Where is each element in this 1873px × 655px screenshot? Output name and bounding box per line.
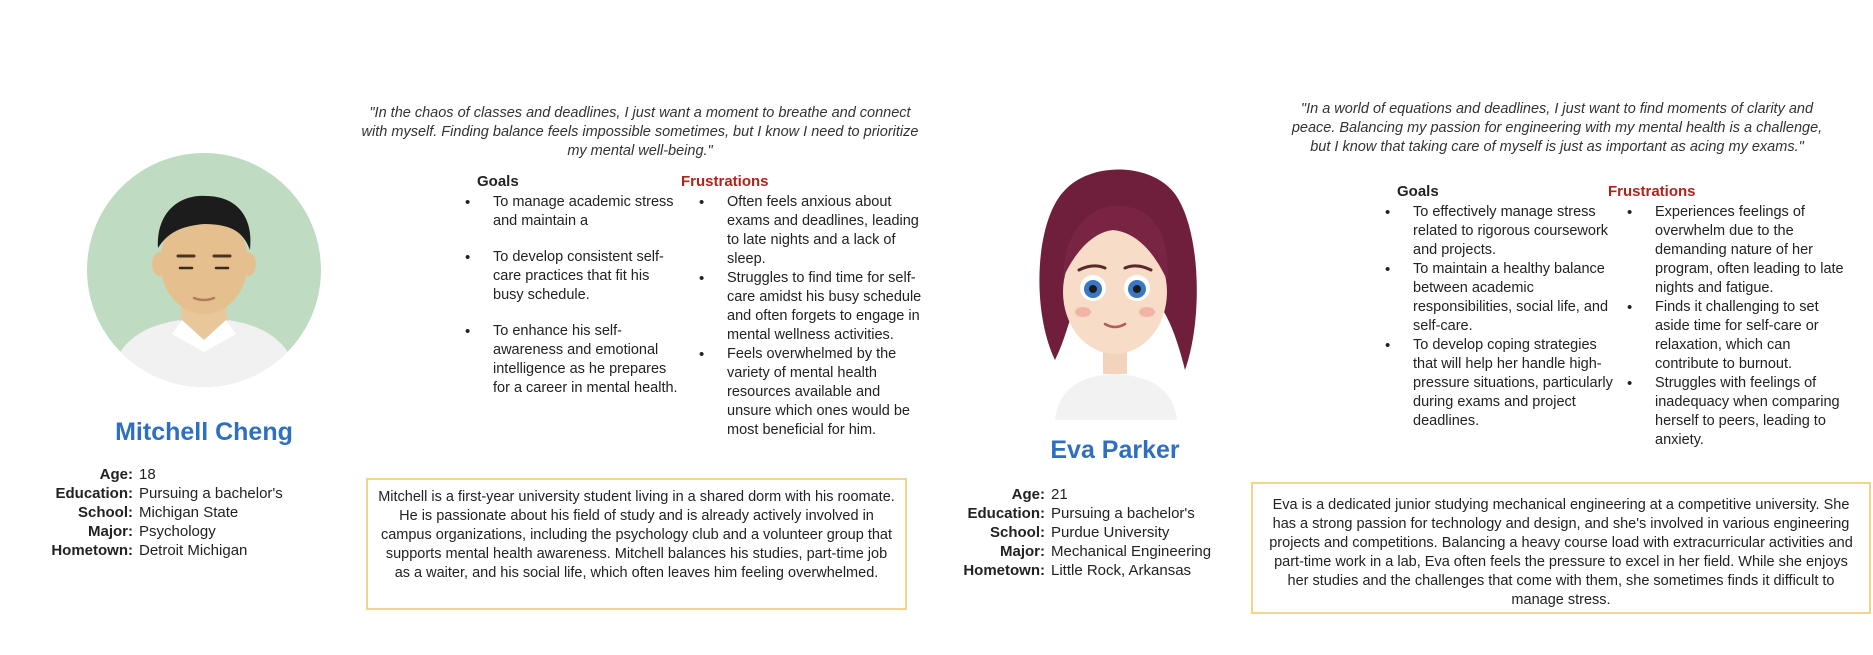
info-row-hometown — [945, 561, 1211, 580]
info-row-age — [30, 465, 283, 484]
info-row-education — [945, 504, 1211, 523]
goals-heading: Goals — [1397, 183, 1439, 200]
frustrations-list — [1625, 203, 1845, 450]
info-value: Pursuing a bachelor's — [139, 485, 283, 502]
info-label: School: — [990, 524, 1045, 541]
info-value: Mechanical Engineering — [1051, 543, 1212, 560]
info-label: Hometown: — [51, 542, 133, 559]
info-value: Detroit Michigan — [139, 542, 248, 559]
persona-bio: Eva is a dedicated junior studying mechanical engineering at a competitive university. She has a strong passion for technology and design, and she's involved in various engineering projects and competitions. Balancing a heavy course load with extracurricular activities and part-time work in a lab, Eva often feels the pressure to excel in her field. While she enjoys her studies and the challenges that come with them, she sometimes finds it difficult to manage stress. — [1251, 482, 1871, 614]
persona-info — [30, 465, 283, 560]
goals-list — [1383, 203, 1615, 431]
frustrations-list — [697, 193, 922, 440]
frustration-item: • Often feels anxious about exams and deadlines, leading to late nights and a lack of sleep. — [697, 193, 922, 269]
avatar-eva — [1025, 160, 1205, 420]
persona-quote: "In the chaos of classes and deadlines, I just want a moment to breathe and connect with myself. Finding balance feels impossible sometimes, but I know I need to prioritize my mental well-being." — [361, 105, 919, 159]
goal-item: • To develop coping strategies that will help her handle high-pressure situations, particularly during exams and project deadlines. — [1383, 336, 1615, 431]
info-row-age — [945, 485, 1211, 504]
info-label: School: — [78, 504, 133, 521]
info-label: Education: — [55, 485, 133, 502]
info-value: 21 — [1051, 486, 1068, 503]
avatar — [86, 152, 322, 388]
persona-quote: "In a world of equations and deadlines, I just want to find moments of clarity and peace. Balancing my passion for engineering with my mental health is a challenge, but I know that taking care of myself is just as important as acing my exams." — [1291, 101, 1823, 155]
persona-info — [945, 485, 1211, 580]
avatar-mitchell — [86, 152, 322, 388]
info-label: Hometown: — [963, 562, 1045, 579]
info-value: Michigan State — [139, 504, 239, 521]
frustrations-heading: Frustrations — [1608, 183, 1696, 200]
info-label: Age: — [1011, 486, 1045, 503]
frustration-item: • Struggles to find time for self-care amidst his busy schedule and often forgets to engage in mental wellness activities. — [697, 269, 922, 345]
goal-item: • To develop consistent self-care practices that fit his busy schedule. — [463, 248, 683, 305]
info-label: Major: — [1000, 543, 1045, 560]
frustrations-heading: Frustrations — [681, 173, 769, 190]
info-value: Psychology — [139, 523, 216, 540]
info-row-school — [30, 503, 283, 522]
info-label: Major: — [88, 523, 133, 540]
goals-list — [463, 193, 683, 398]
info-value: Pursuing a bachelor's — [1051, 505, 1195, 522]
persona-bio: Mitchell is a first-year university student living in a shared dorm with his roomate. He is passionate about his field of study and is already actively involved in campus organizations, including the psychology club and a volunteer group that supports mental health awareness. Mitchell balances his studies, part-time job as a waiter, and his social life, which often leaves him feeling overwhelmed. — [366, 478, 907, 610]
info-value: Purdue University — [1051, 524, 1170, 541]
info-row-hometown — [30, 541, 283, 560]
frustration-item: • Struggles with feelings of inadequacy when comparing herself to peers, leading to anxiety. — [1625, 374, 1845, 450]
info-label: Education: — [967, 505, 1045, 522]
info-row-major — [30, 522, 283, 541]
goal-item: • To manage academic stress and maintain a — [463, 193, 683, 231]
info-value: Little Rock, Arkansas — [1051, 562, 1192, 579]
goal-item: • To effectively manage stress related to rigorous coursework and projects. — [1383, 203, 1615, 260]
info-row-school — [945, 523, 1211, 542]
avatar — [1025, 160, 1205, 420]
frustration-item: • Feels overwhelmed by the variety of mental health resources available and unsure which ones would be most beneficial for him. — [697, 345, 922, 440]
info-row-major — [945, 542, 1211, 561]
info-row-education — [30, 484, 283, 503]
goal-item: • To maintain a healthy balance between academic responsibilities, social life, and self-care. — [1383, 260, 1615, 336]
info-value: 18 — [139, 466, 156, 483]
frustration-item: • Experiences feelings of overwhelm due to the demanding nature of her program, often leading to late nights and fatigue. — [1625, 203, 1845, 298]
persona-name: Eva Parker — [1050, 436, 1180, 464]
goal-item: • To enhance his self-awareness and emotional intelligence as he prepares for a career in mental health. — [463, 322, 683, 398]
persona-name: Mitchell Cheng — [115, 418, 293, 446]
frustration-item: • Finds it challenging to set aside time for self-care or relaxation, which can contribute to burnout. — [1625, 298, 1845, 374]
info-label: Age: — [99, 466, 133, 483]
goals-heading: Goals — [477, 173, 519, 190]
